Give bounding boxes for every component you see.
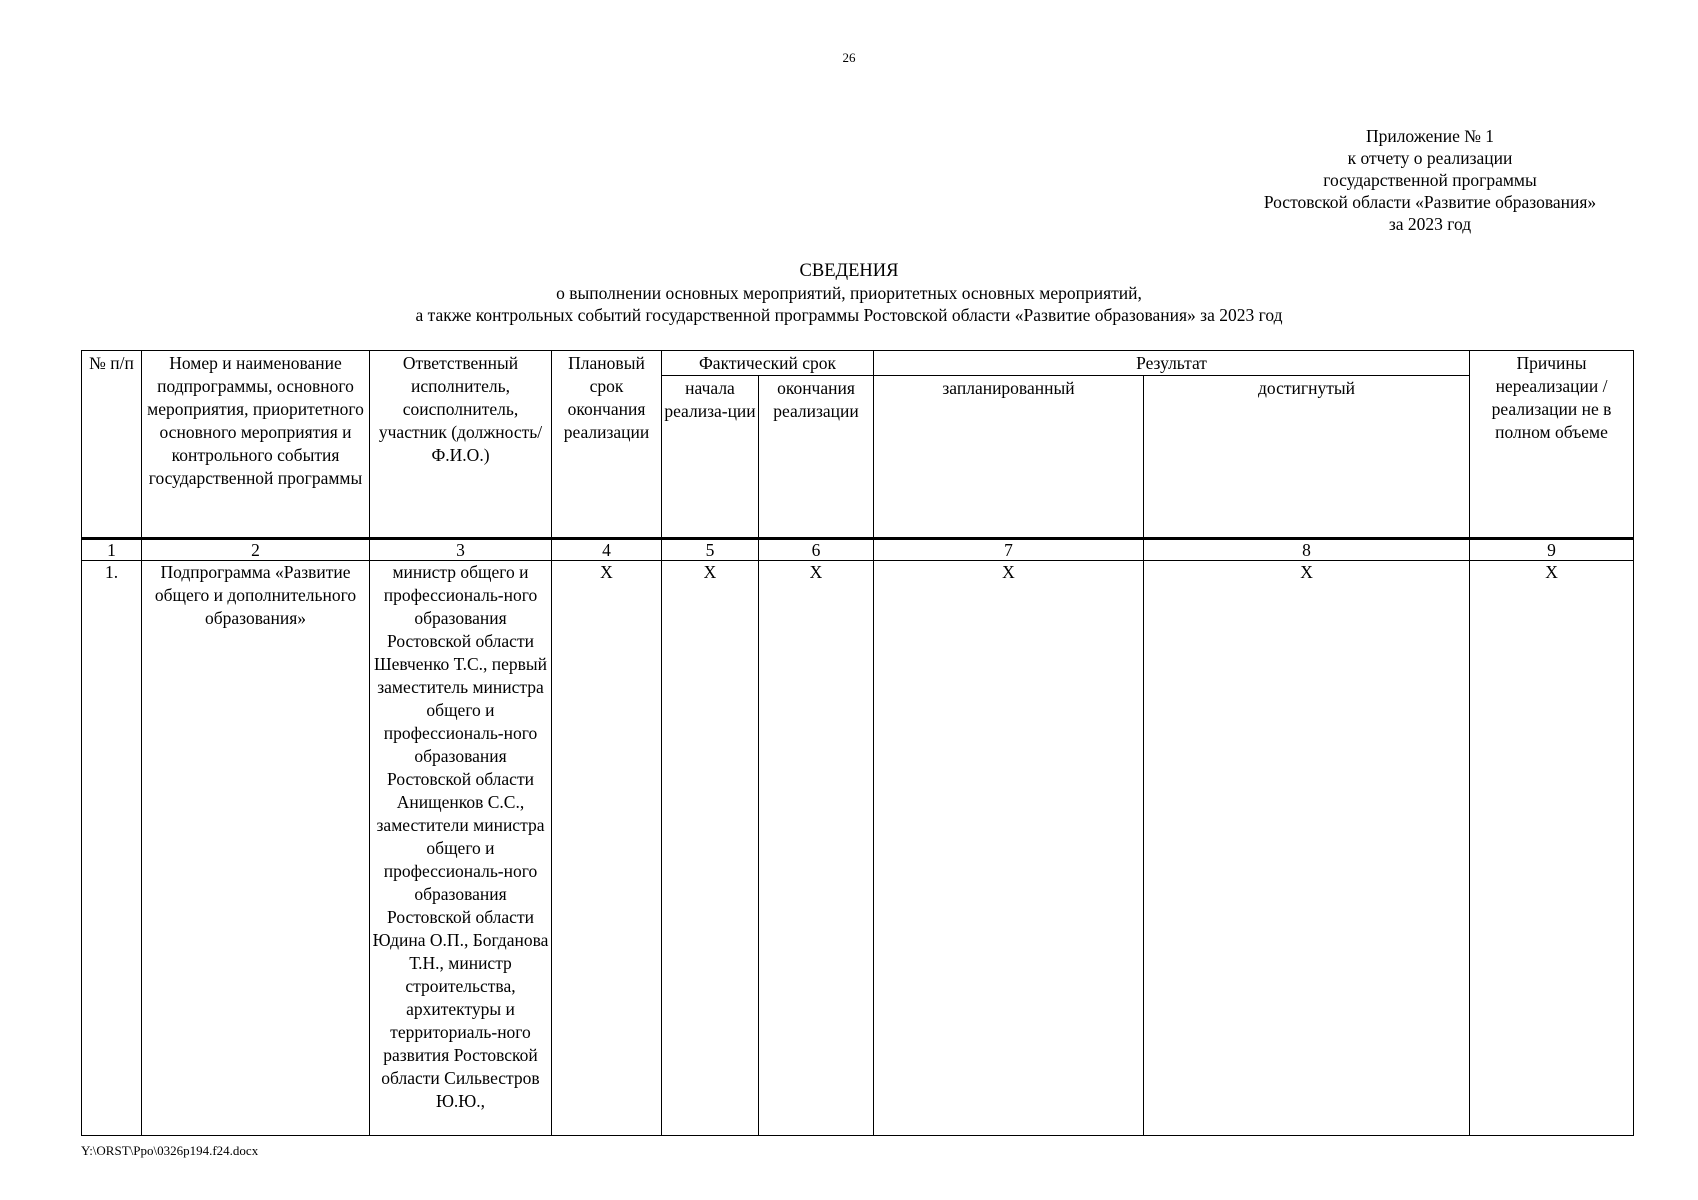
column-number: 7 bbox=[874, 539, 1144, 561]
header-actual-end: окончания реализации bbox=[759, 376, 874, 539]
header-actual-start: начала реализа-ции bbox=[662, 376, 759, 539]
column-number: 9 bbox=[1470, 539, 1634, 561]
appendix-block bbox=[1230, 125, 1630, 235]
header-reasons: Причины нереализации / реализации не в полном объеме bbox=[1470, 351, 1634, 539]
column-number: 8 bbox=[1144, 539, 1470, 561]
file-path-footer: Y:\ORST\Ppo\0326p194.f24.docx bbox=[81, 1143, 259, 1158]
row-number: 1. bbox=[82, 561, 142, 1136]
header-result: Результат bbox=[874, 351, 1470, 376]
header-responsible: Ответственный исполнитель, соисполнитель, участник (должность/Ф.И.О.) bbox=[370, 351, 552, 539]
column-number: 6 bbox=[759, 539, 874, 561]
document-heading bbox=[0, 260, 1698, 326]
row-actual-end: X bbox=[759, 561, 874, 1136]
page-number: 26 bbox=[842, 50, 856, 65]
appendix-line: Ростовской области «Развитие образования» bbox=[1263, 192, 1597, 212]
column-number: 3 bbox=[370, 539, 552, 561]
header-planned-result: запланированный bbox=[874, 376, 1144, 539]
column-number: 2 bbox=[142, 539, 370, 561]
appendix-line: государственной программы bbox=[1323, 170, 1537, 190]
header-name: Номер и наименование подпрограммы, основного мероприятия, приоритетного основного мероприятия и контрольного события государственной программы bbox=[142, 351, 370, 539]
table-row bbox=[82, 561, 1634, 1136]
column-number: 1 bbox=[82, 539, 142, 561]
row-planned-end: X bbox=[552, 561, 662, 1136]
heading-line-2: а также контрольных событий государственной программы Ростовской области «Развитие образования» за 2023 год bbox=[415, 305, 1283, 325]
row-reasons: X bbox=[1470, 561, 1634, 1136]
row-responsible: министр общего и профессиональ-ного образования Ростовской области Шевченко Т.С., первый заместитель министра общего и профессиональ-ного образования Ростовской области Анищенков С.С., заместители министра общего и профессиональ-ного образования Ростовской области Юдина О.П., Богданова Т.Н., министр строительства, архитектуры и территориаль-ного развития Ростовской области Сильвестров Ю.Ю., bbox=[370, 561, 552, 1136]
appendix-line: за 2023 год bbox=[1388, 214, 1472, 234]
header-number: № п/п bbox=[82, 351, 142, 539]
header-actual-term: Фактический срок bbox=[662, 351, 874, 376]
appendix-line: к отчету о реализации bbox=[1347, 148, 1513, 168]
appendix-line: Приложение № 1 bbox=[1365, 126, 1495, 146]
column-number-row bbox=[82, 539, 1634, 561]
column-number: 5 bbox=[662, 539, 759, 561]
header-achieved-result: достигнутый bbox=[1144, 376, 1470, 539]
row-achieved-result: X bbox=[1144, 561, 1470, 1136]
row-actual-start: X bbox=[662, 561, 759, 1136]
column-number: 4 bbox=[552, 539, 662, 561]
report-table bbox=[81, 350, 1634, 1136]
heading-title: СВЕДЕНИЯ bbox=[799, 261, 899, 281]
heading-line-1: о выполнении основных мероприятий, приоритетных основных мероприятий, bbox=[556, 283, 1142, 303]
header-planned-end: Плановый срок окончания реализации bbox=[552, 351, 662, 539]
row-name: Подпрограмма «Развитие общего и дополнительного образования» bbox=[142, 561, 370, 1136]
row-planned-result: X bbox=[874, 561, 1144, 1136]
